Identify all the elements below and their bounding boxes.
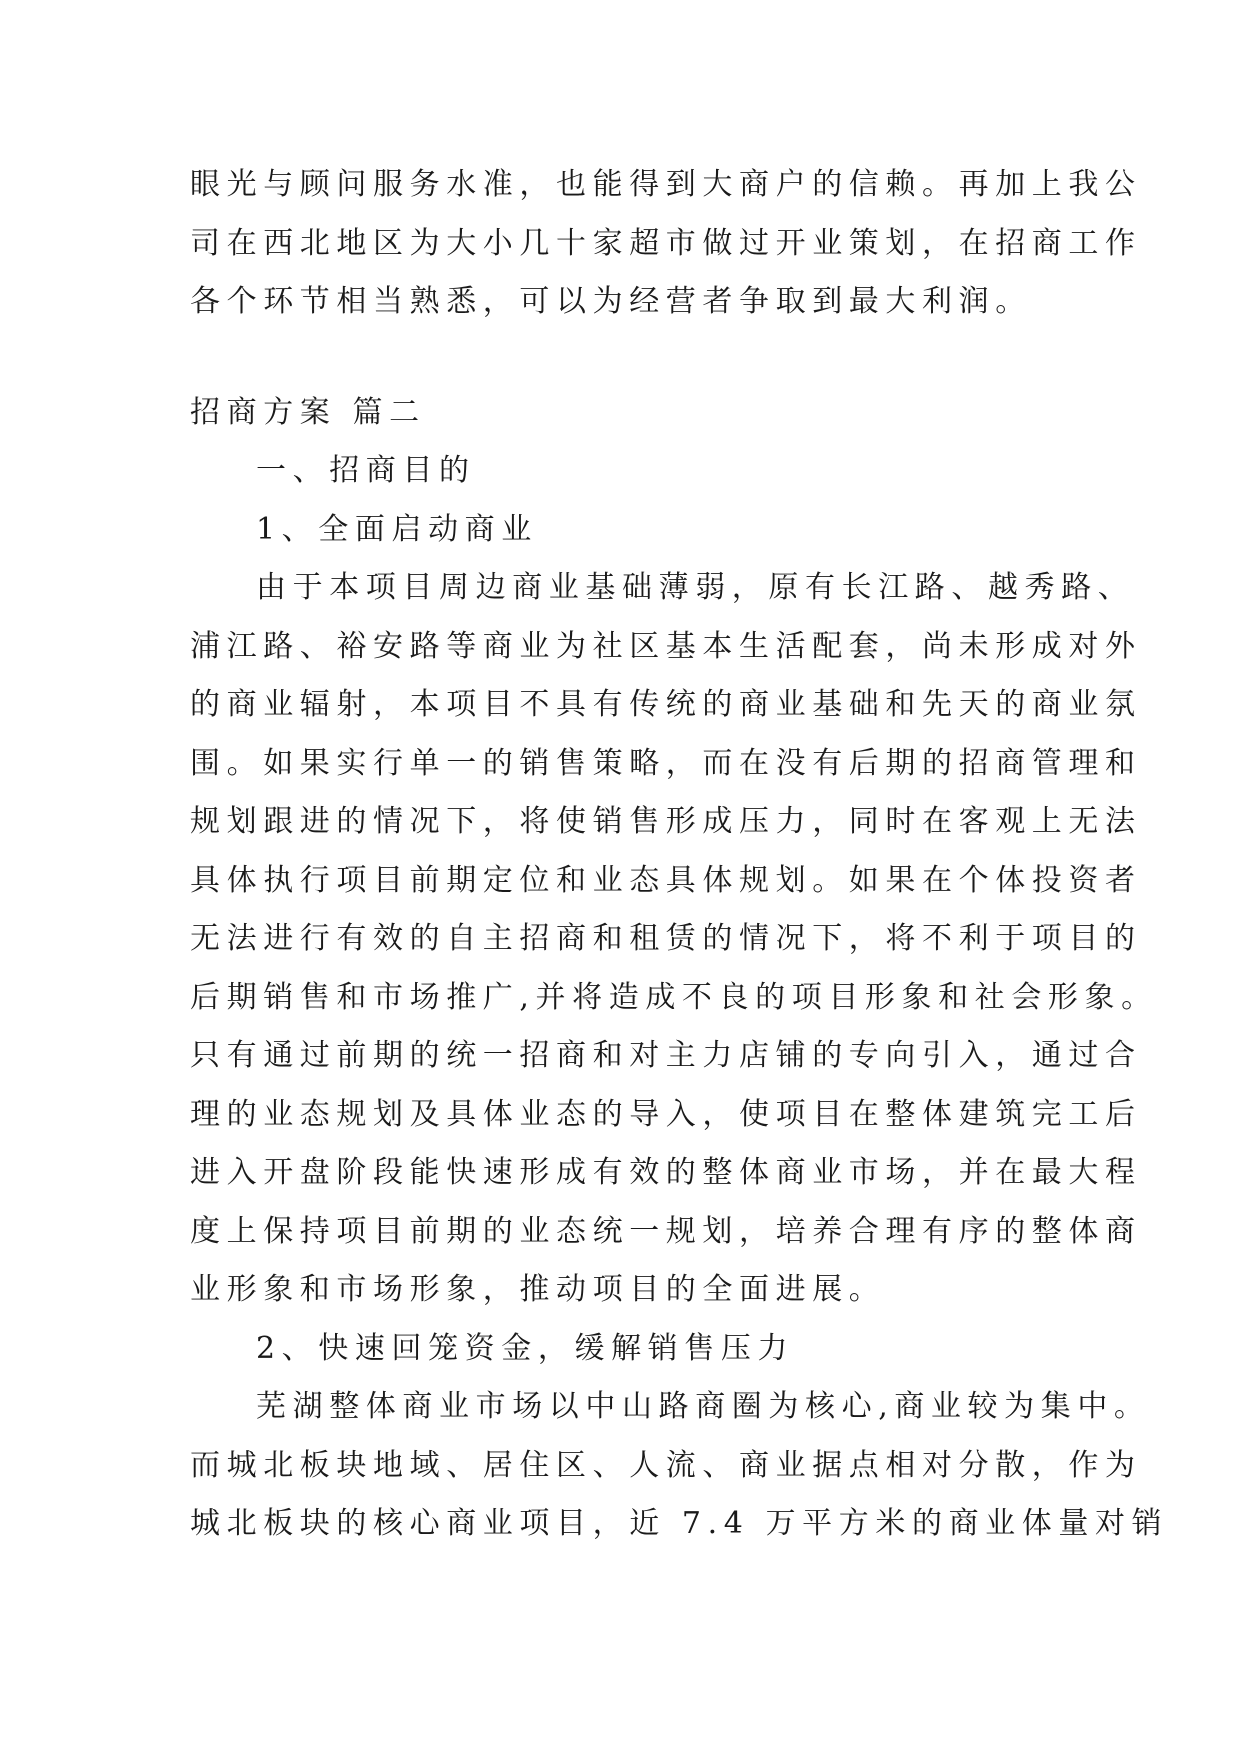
body-text-line: 规划跟进的情况下，将使销售形成压力，同时在客观上无法 (190, 804, 1142, 839)
body-text-line: 度上保持项目前期的业态统一规划，培养合理有序的整体商 (190, 1213, 1142, 1249)
body-text-line: 眼光与顾问服务水准，也能得到大商户的信赖。再加上我公 (190, 167, 1142, 202)
body-text-line: 无法进行有效的自主招商和租赁的情况下，将不利于项目的 (190, 921, 1142, 956)
body-text-line: 围。如果实行单一的销售策略，而在没有后期的招商管理和 (190, 745, 1142, 781)
paragraph-first-line: 芜湖整体商业市场以中山路商圈为核心,商业较为集中。 (256, 1389, 1151, 1424)
subsection-heading: 2、快速回笼资金，缓解销售压力 (256, 1330, 795, 1366)
body-text-line: 具体执行项目前期定位和业态具体规划。如果在个体投资者 (190, 862, 1142, 898)
body-text-line: 只有通过前期的统一招商和对主力店铺的专向引入，通过合 (190, 1038, 1142, 1073)
body-text-line: 浦江路、裕安路等商业为社区基本生活配套，尚未形成对外 (190, 628, 1142, 664)
body-text-line: 理的业态规划及具体业态的导入，使项目在整体建筑完工后 (190, 1096, 1142, 1132)
section-heading: 一、招商目的 (256, 453, 476, 488)
body-text-line: 的商业辐射，本项目不具有传统的商业基础和先天的商业氛 (190, 687, 1142, 722)
document-body (190, 156, 1169, 1554)
subsection-heading: 1、全面启动商业 (256, 511, 538, 547)
body-text-line: 业形象和市场形象，推动项目的全面进展。 (190, 1272, 886, 1307)
body-text-line: 各个环节相当熟悉，可以为经营者争取到最大利润。 (190, 284, 1032, 319)
body-text-line: 后期销售和市场推广,并将造成不良的项目形象和社会形象。 (190, 979, 1158, 1015)
body-text-line: 而城北板块地域、居住区、人流、商业据点相对分散，作为 (190, 1447, 1142, 1483)
body-text-line: 司在西北地区为大小几十家超市做过开业策划，在招商工作 (190, 225, 1142, 261)
section-title: 招商方案 篇二 (190, 394, 426, 430)
body-text-line: 进入开盘阶段能快速形成有效的整体商业市场，并在最大程 (190, 1155, 1142, 1190)
body-text-line: 城北板块的核心商业项目，近 7.4 万平方米的商业体量对销 (190, 1506, 1169, 1541)
paragraph-first-line: 由于本项目周边商业基础薄弱，原有长江路、越秀路、 (256, 570, 1135, 605)
